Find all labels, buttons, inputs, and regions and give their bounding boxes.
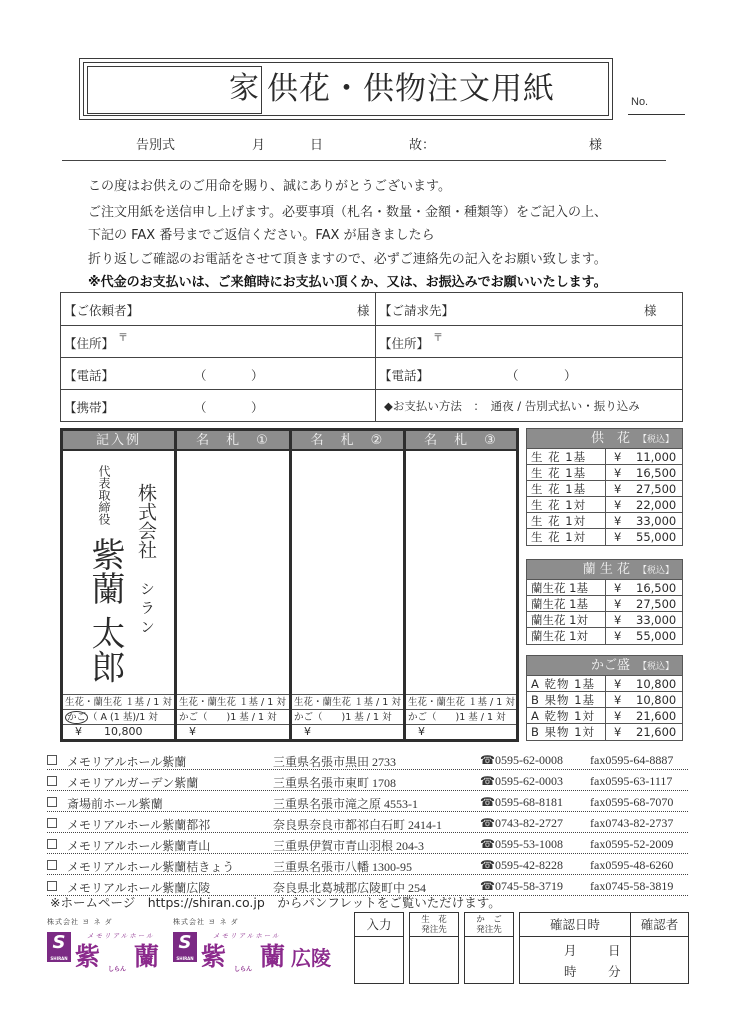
- price-row: [527, 580, 682, 596]
- price-row: [527, 708, 682, 724]
- logo-company: 株式会社 ヨ ネ ダ: [47, 918, 113, 926]
- price-item: 蘭生花 1対: [531, 629, 588, 643]
- hall-fax: fax0595-48-6260: [590, 858, 674, 872]
- deceased-sama: 様: [589, 138, 603, 153]
- example-company: 株式会社: [135, 483, 157, 559]
- address-label: 【住所】: [64, 336, 115, 351]
- basket-option[interactable]: かご（ )1 基 / 1 対: [177, 710, 289, 725]
- title-inner-border: [83, 62, 609, 116]
- flower-order-box[interactable]: [409, 912, 459, 984]
- price-item: 生 花 1基: [531, 466, 587, 480]
- flower-order-label: 生 花 発注先: [410, 913, 458, 937]
- confirmer-box[interactable]: [630, 912, 689, 984]
- number-field[interactable]: [628, 114, 685, 115]
- hall-checkbox[interactable]: [47, 776, 57, 786]
- flower-option[interactable]: 生花・蘭生花 １基 / 1 対: [292, 695, 403, 710]
- price-field[interactable]: ¥: [304, 725, 311, 738]
- example-basket-rest: （ A (1 基)/1 対: [88, 712, 158, 723]
- price-item: 蘭生花 1基: [531, 581, 588, 595]
- logo-name: 紫 しらん 蘭: [75, 942, 160, 973]
- price-table-baskets: [526, 655, 683, 741]
- paren-close: ）: [251, 368, 264, 383]
- hall-checkbox[interactable]: [47, 755, 57, 765]
- ceremony-label: 告別式: [136, 138, 176, 153]
- price-value: 33,000: [636, 613, 677, 627]
- price-value: 21,600: [636, 725, 677, 739]
- logo-subtitle: メモリアルホール: [213, 932, 281, 940]
- flower-option[interactable]: 生花・蘭生花 １基 / 1 対: [408, 697, 515, 708]
- price-row: [527, 529, 682, 545]
- day-label: 日: [608, 943, 621, 958]
- requester-sama: 様: [357, 303, 370, 318]
- price-table-header: [527, 429, 682, 449]
- paren-open: （: [194, 400, 207, 415]
- hall-phone: ☎0595-62-0003: [480, 774, 563, 788]
- name-tag-2-input[interactable]: [292, 453, 403, 695]
- requester-phone-field[interactable]: [61, 358, 376, 390]
- tax-label: 【税込】: [637, 566, 674, 576]
- form-title: 供花・供物注文用紙: [267, 71, 555, 107]
- price-row: [527, 497, 682, 513]
- title-box: [79, 58, 613, 120]
- price-table-flowers: [526, 428, 683, 546]
- hall-phone: ☎0595-53-1008: [480, 837, 563, 851]
- price-value: 16,500: [636, 466, 677, 480]
- hall-checkbox[interactable]: [47, 881, 57, 891]
- price-row: [527, 612, 682, 628]
- price-row: [527, 724, 682, 740]
- requester-mobile-field[interactable]: [61, 390, 376, 422]
- circled-kago: かご: [67, 712, 87, 723]
- price-value: 55,000: [636, 629, 677, 643]
- hall-row: [47, 834, 688, 854]
- price-row: [527, 692, 682, 708]
- hall-address: 三重県名張市黒田 2733: [273, 755, 397, 769]
- basket-order-label: か ご 発注先: [465, 913, 513, 937]
- month-label: 月: [252, 138, 266, 153]
- hall-fax: fax0595-64-8887: [590, 753, 674, 767]
- billing-phone-field[interactable]: [376, 358, 682, 390]
- price-item: 蘭生花 1対: [531, 613, 588, 627]
- minute-label: 分: [608, 964, 621, 979]
- hall-row: [47, 813, 688, 833]
- hall-address: 三重県伊賀市青山羽根 204-3: [273, 839, 424, 853]
- month-label: 月: [564, 943, 577, 958]
- deceased-label: 故：: [409, 138, 436, 153]
- price-item: 蘭生花 1基: [531, 597, 588, 611]
- price-group-title: 蘭 生 花: [582, 562, 630, 577]
- paren-close: ）: [564, 368, 577, 383]
- price-item: A 乾物 1基: [531, 677, 595, 691]
- example-company-kana: シラン: [138, 581, 156, 638]
- confirm-datetime-box[interactable]: [519, 912, 631, 984]
- input-check-box[interactable]: [354, 912, 404, 984]
- name-tag-1-column[interactable]: [177, 431, 292, 739]
- price-value: 16,500: [636, 581, 677, 595]
- price-value: 10,800: [636, 693, 677, 707]
- yen-symbol: ¥: [614, 514, 622, 528]
- postal-mark: 〒: [433, 333, 443, 344]
- logo-subtitle: メモリアルホール: [87, 932, 155, 940]
- hour-label: 時: [564, 964, 577, 979]
- billing-sama: 様: [644, 303, 657, 318]
- requester-label: 【ご依頼者】: [64, 303, 140, 318]
- yen-symbol: ¥: [614, 466, 622, 480]
- day-label: 日: [310, 138, 324, 153]
- price-table-orchids: [526, 559, 683, 645]
- family-char: 家: [229, 71, 259, 106]
- homepage-note: ※ホームページ https://shiran.co.jp からパンフレットをご覧いただけます。: [50, 895, 501, 910]
- price-group-title: かご盛: [590, 658, 630, 673]
- example-person-name: 紫蘭 太郎: [85, 537, 125, 684]
- example-tag-body: [63, 453, 174, 695]
- address-label: 【住所】: [379, 336, 430, 351]
- price-field[interactable]: ¥: [418, 725, 425, 738]
- hall-name: メモリアルホール紫蘭: [67, 755, 187, 769]
- column-header: 記入例: [63, 431, 174, 451]
- example-title: 代表取締役: [97, 465, 111, 525]
- intro-line-2: ご注文用紙を送信申し上げます。必要事項（札名・数量・金額・種類等）をご記入の上、: [88, 205, 607, 220]
- column-header: 名 札 ③: [406, 431, 516, 451]
- column-header: 名 札 ②: [292, 431, 403, 451]
- mobile-label: 【携帯】: [64, 400, 115, 415]
- intro-line-3: 下記の FAX 番号までご返信ください。FAX が届きましたら: [88, 228, 435, 243]
- hall-phone: ☎0745-58-3719: [480, 879, 563, 893]
- price-row: [527, 628, 682, 644]
- price-item: 生 花 1対: [531, 498, 587, 512]
- tax-label: 【税込】: [637, 435, 674, 445]
- requester-field[interactable]: [61, 293, 376, 326]
- hall-checkbox[interactable]: [47, 797, 57, 807]
- price-item: B 果物 1対: [531, 725, 596, 739]
- shiran-s-mark-icon: S SHIRAN: [173, 932, 197, 962]
- paren-open: （: [506, 368, 519, 383]
- price-row: [527, 596, 682, 612]
- price-row: [527, 676, 682, 692]
- logo-name: 紫 しらん 蘭 広陵: [201, 942, 332, 973]
- intro-line-1: この度はお供えのご用命を賜り、誠にありがとうございます。: [88, 179, 451, 194]
- basket-order-box[interactable]: [464, 912, 514, 984]
- hall-phone: ☎0595-62-0008: [480, 753, 563, 767]
- phone-label: 【電話】: [379, 368, 430, 383]
- hall-checkbox[interactable]: [47, 818, 57, 828]
- billing-field[interactable]: [376, 293, 682, 326]
- hall-fax: fax0743-82-2737: [590, 816, 674, 830]
- requester-address-field[interactable]: [61, 326, 376, 358]
- hall-checkbox[interactable]: [47, 839, 57, 849]
- price-item: A 乾物 1対: [531, 709, 595, 723]
- price-item: 生 花 1基: [531, 482, 587, 496]
- yen-symbol: ¥: [614, 581, 622, 595]
- yen-symbol: ¥: [614, 482, 622, 496]
- billing-address-field[interactable]: [376, 326, 682, 358]
- contact-info-table: [60, 292, 683, 422]
- yen-symbol: ¥: [614, 597, 622, 611]
- hall-phone: ☎0595-68-8181: [480, 795, 563, 809]
- hall-fax: fax0595-52-2009: [590, 837, 674, 851]
- hall-name: メモリアルホール紫蘭広陵: [67, 881, 211, 895]
- hall-row: [47, 792, 688, 812]
- price-value: 21,600: [636, 709, 677, 723]
- ceremony-row: [62, 131, 666, 161]
- hall-phone: ☎0595-42-8228: [480, 858, 563, 872]
- hall-name: メモリアルガーデン紫蘭: [67, 776, 199, 790]
- price-item: B 果物 1基: [531, 693, 596, 707]
- example-flower-line: 生花・蘭生花 １基 / 1 対: [63, 695, 174, 710]
- tax-label: 【税込】: [637, 662, 674, 672]
- hall-fax: fax0595-68-7070: [590, 795, 674, 809]
- price-value: 27,500: [636, 597, 677, 611]
- yen-symbol: ¥: [614, 450, 622, 464]
- name-tag-1-input[interactable]: [177, 453, 289, 695]
- hall-address: 三重県名張市八幡 1300-95: [273, 860, 412, 874]
- hall-row: [47, 750, 688, 770]
- hall-address: 三重県名張市滝之原 4553-1: [273, 797, 418, 811]
- billing-label: 【ご請求先】: [379, 303, 455, 318]
- price-value: 55,000: [636, 530, 677, 544]
- payment-notice: ※代金のお支払いは、ご来館時にお支払い頂くか、又は、お振込みでお願いいたします。: [88, 275, 607, 290]
- logo-company: 株式会社 ヨ ネ ダ: [173, 918, 239, 926]
- yen-symbol: ¥: [614, 629, 622, 643]
- hall-name: メモリアルホール紫蘭都祁: [67, 818, 211, 832]
- example-price: ¥ 10,800: [75, 725, 143, 738]
- example-column: [63, 431, 177, 739]
- yen-symbol: ¥: [614, 530, 622, 544]
- price-group-title: 供 花: [590, 431, 630, 446]
- payment-method: [376, 390, 682, 422]
- hall-fax: fax0745-58-3819: [590, 879, 674, 893]
- name-tag-3-column[interactable]: [406, 431, 516, 739]
- price-item: 生 花 1対: [531, 530, 587, 544]
- input-label: 入力: [355, 913, 403, 937]
- hall-address: 奈良県北葛城郡広陵町中 254: [273, 881, 427, 895]
- hall-name: 斎場前ホール紫蘭: [67, 797, 163, 811]
- price-value: 27,500: [636, 482, 677, 496]
- hall-checkbox[interactable]: [47, 860, 57, 870]
- paren-open: （: [194, 368, 207, 383]
- example-basket-line: [63, 710, 174, 725]
- shiran-s-mark-icon: S SHIRAN: [47, 932, 71, 962]
- price-field[interactable]: ¥: [189, 725, 196, 738]
- price-table-header: [527, 560, 682, 580]
- phone-label: 【電話】: [64, 368, 115, 383]
- price-item: 生 花 1対: [531, 514, 587, 528]
- yen-symbol: ¥: [614, 677, 622, 691]
- name-tag-grid: [60, 428, 519, 742]
- hall-phone: ☎0743-82-2727: [480, 816, 563, 830]
- price-item: 生 花 1基: [531, 450, 587, 464]
- yen-symbol: ¥: [614, 725, 622, 739]
- hall-row: [47, 855, 688, 875]
- name-tag-2-column[interactable]: [292, 431, 406, 739]
- hall-address: 奈良県奈良市都祁白石町 2414-1: [273, 818, 442, 832]
- price-row: [527, 449, 682, 465]
- price-row: [527, 481, 682, 497]
- confirm-datetime-label: 確認日時: [520, 913, 630, 937]
- hall-row: [47, 771, 688, 791]
- hall-name: メモリアルホール紫蘭青山: [67, 839, 211, 853]
- price-row: [527, 513, 682, 529]
- name-tag-3-input[interactable]: [406, 453, 516, 695]
- hall-address: 三重県名張市東町 1708: [273, 776, 397, 790]
- price-value: 10,800: [636, 677, 677, 691]
- confirmer-label: 確認者: [631, 913, 688, 937]
- column-header: 名 札 ①: [177, 431, 289, 451]
- paren-close: ）: [251, 400, 264, 415]
- postal-mark: 〒: [118, 333, 128, 344]
- hall-fax: fax0595-63-1117: [590, 774, 673, 788]
- yen-symbol: ¥: [614, 693, 622, 707]
- basket-option[interactable]: かご（ )1 基 / 1 対: [292, 710, 403, 725]
- yen-symbol: ¥: [614, 613, 622, 627]
- price-value: 33,000: [636, 514, 677, 528]
- price-value: 11,000: [636, 450, 677, 464]
- intro-line-4: 折り返しご確認のお電話をさせて頂きますので、必ずご連絡先の記入をお願い致します。: [88, 252, 607, 267]
- price-table-header: [527, 656, 682, 676]
- flower-option[interactable]: 生花・蘭生花 １基 / 1 対: [177, 695, 289, 710]
- family-name-field[interactable]: [87, 66, 262, 114]
- payment-method-text: ◆お支払い方法 ： 通夜 / 告別式払い・振り込み: [384, 399, 640, 413]
- number-label: No.: [631, 96, 649, 108]
- hall-name: メモリアルホール紫蘭桔きょう: [67, 860, 235, 874]
- yen-symbol: ¥: [614, 709, 622, 723]
- price-row: [527, 465, 682, 481]
- basket-option[interactable]: かご（ )1 基 / 1 対: [406, 710, 516, 725]
- price-value: 22,000: [636, 498, 677, 512]
- yen-symbol: ¥: [614, 498, 622, 512]
